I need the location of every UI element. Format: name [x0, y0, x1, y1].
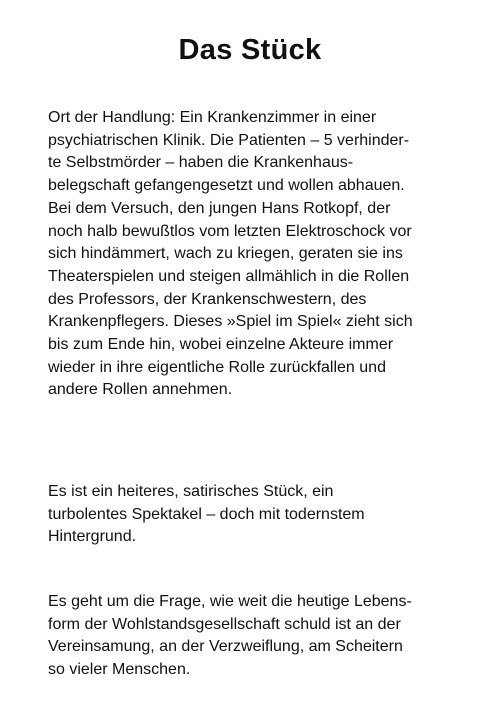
paragraph-setting: [48, 107, 468, 402]
text-line: wieder in ihre eigentliche Rolle zurückfallen und: [48, 358, 386, 376]
page-title: Das Stück: [178, 34, 322, 66]
text-line: form der Wohlstandsgesellschaft schuld ist an der: [48, 615, 401, 633]
text-line: turbolentes Spektakel – doch mit todernstem: [48, 505, 365, 523]
text-line: so vieler Menschen.: [48, 661, 191, 679]
text-line: Bei dem Versuch, den jungen Hans Rotkopf, der: [48, 199, 391, 217]
text-line: des Professors, der Krankenschwestern, des: [48, 290, 367, 308]
text-line: belegschaft gefangengesetzt und wollen abhauen.: [48, 177, 405, 195]
text-line: Krankenpflegers. Dieses »Spiel im Spiel« zieht sich: [48, 313, 413, 331]
text-line: Hintergrund.: [48, 528, 137, 546]
text-line: Theaterspielen und steigen allmählich in die Rollen: [48, 267, 410, 285]
text-line: te Selbstmörder – haben die Krankenhaus-: [48, 154, 354, 172]
text-line: sich hindämmert, wach zu kriegen, geraten sie ins: [48, 245, 403, 263]
paragraph-theme: [48, 591, 468, 682]
text-line: Ort der Handlung: Ein Krankenzimmer in einer: [48, 109, 377, 126]
text-line: psychiatrischen Klinik. Die Patienten – 5 verhinder-: [48, 131, 410, 149]
text-line: noch halb bewußtlos vom letzten Elektroschock vor: [48, 222, 412, 240]
text-line: bis zum Ende hin, wobei einzelne Akteure immer: [48, 336, 394, 354]
text-line: Es ist ein heiteres, satirisches Stück, ein: [48, 483, 334, 500]
paragraph-genre: [48, 481, 468, 549]
text-line: Vereinsamung, an der Verzweiflung, am Scheitern: [48, 638, 403, 656]
text-line: andere Rollen annehmen.: [48, 381, 233, 399]
text-line: Es geht um die Frage, wie weit die heutige Lebens-: [48, 593, 412, 610]
